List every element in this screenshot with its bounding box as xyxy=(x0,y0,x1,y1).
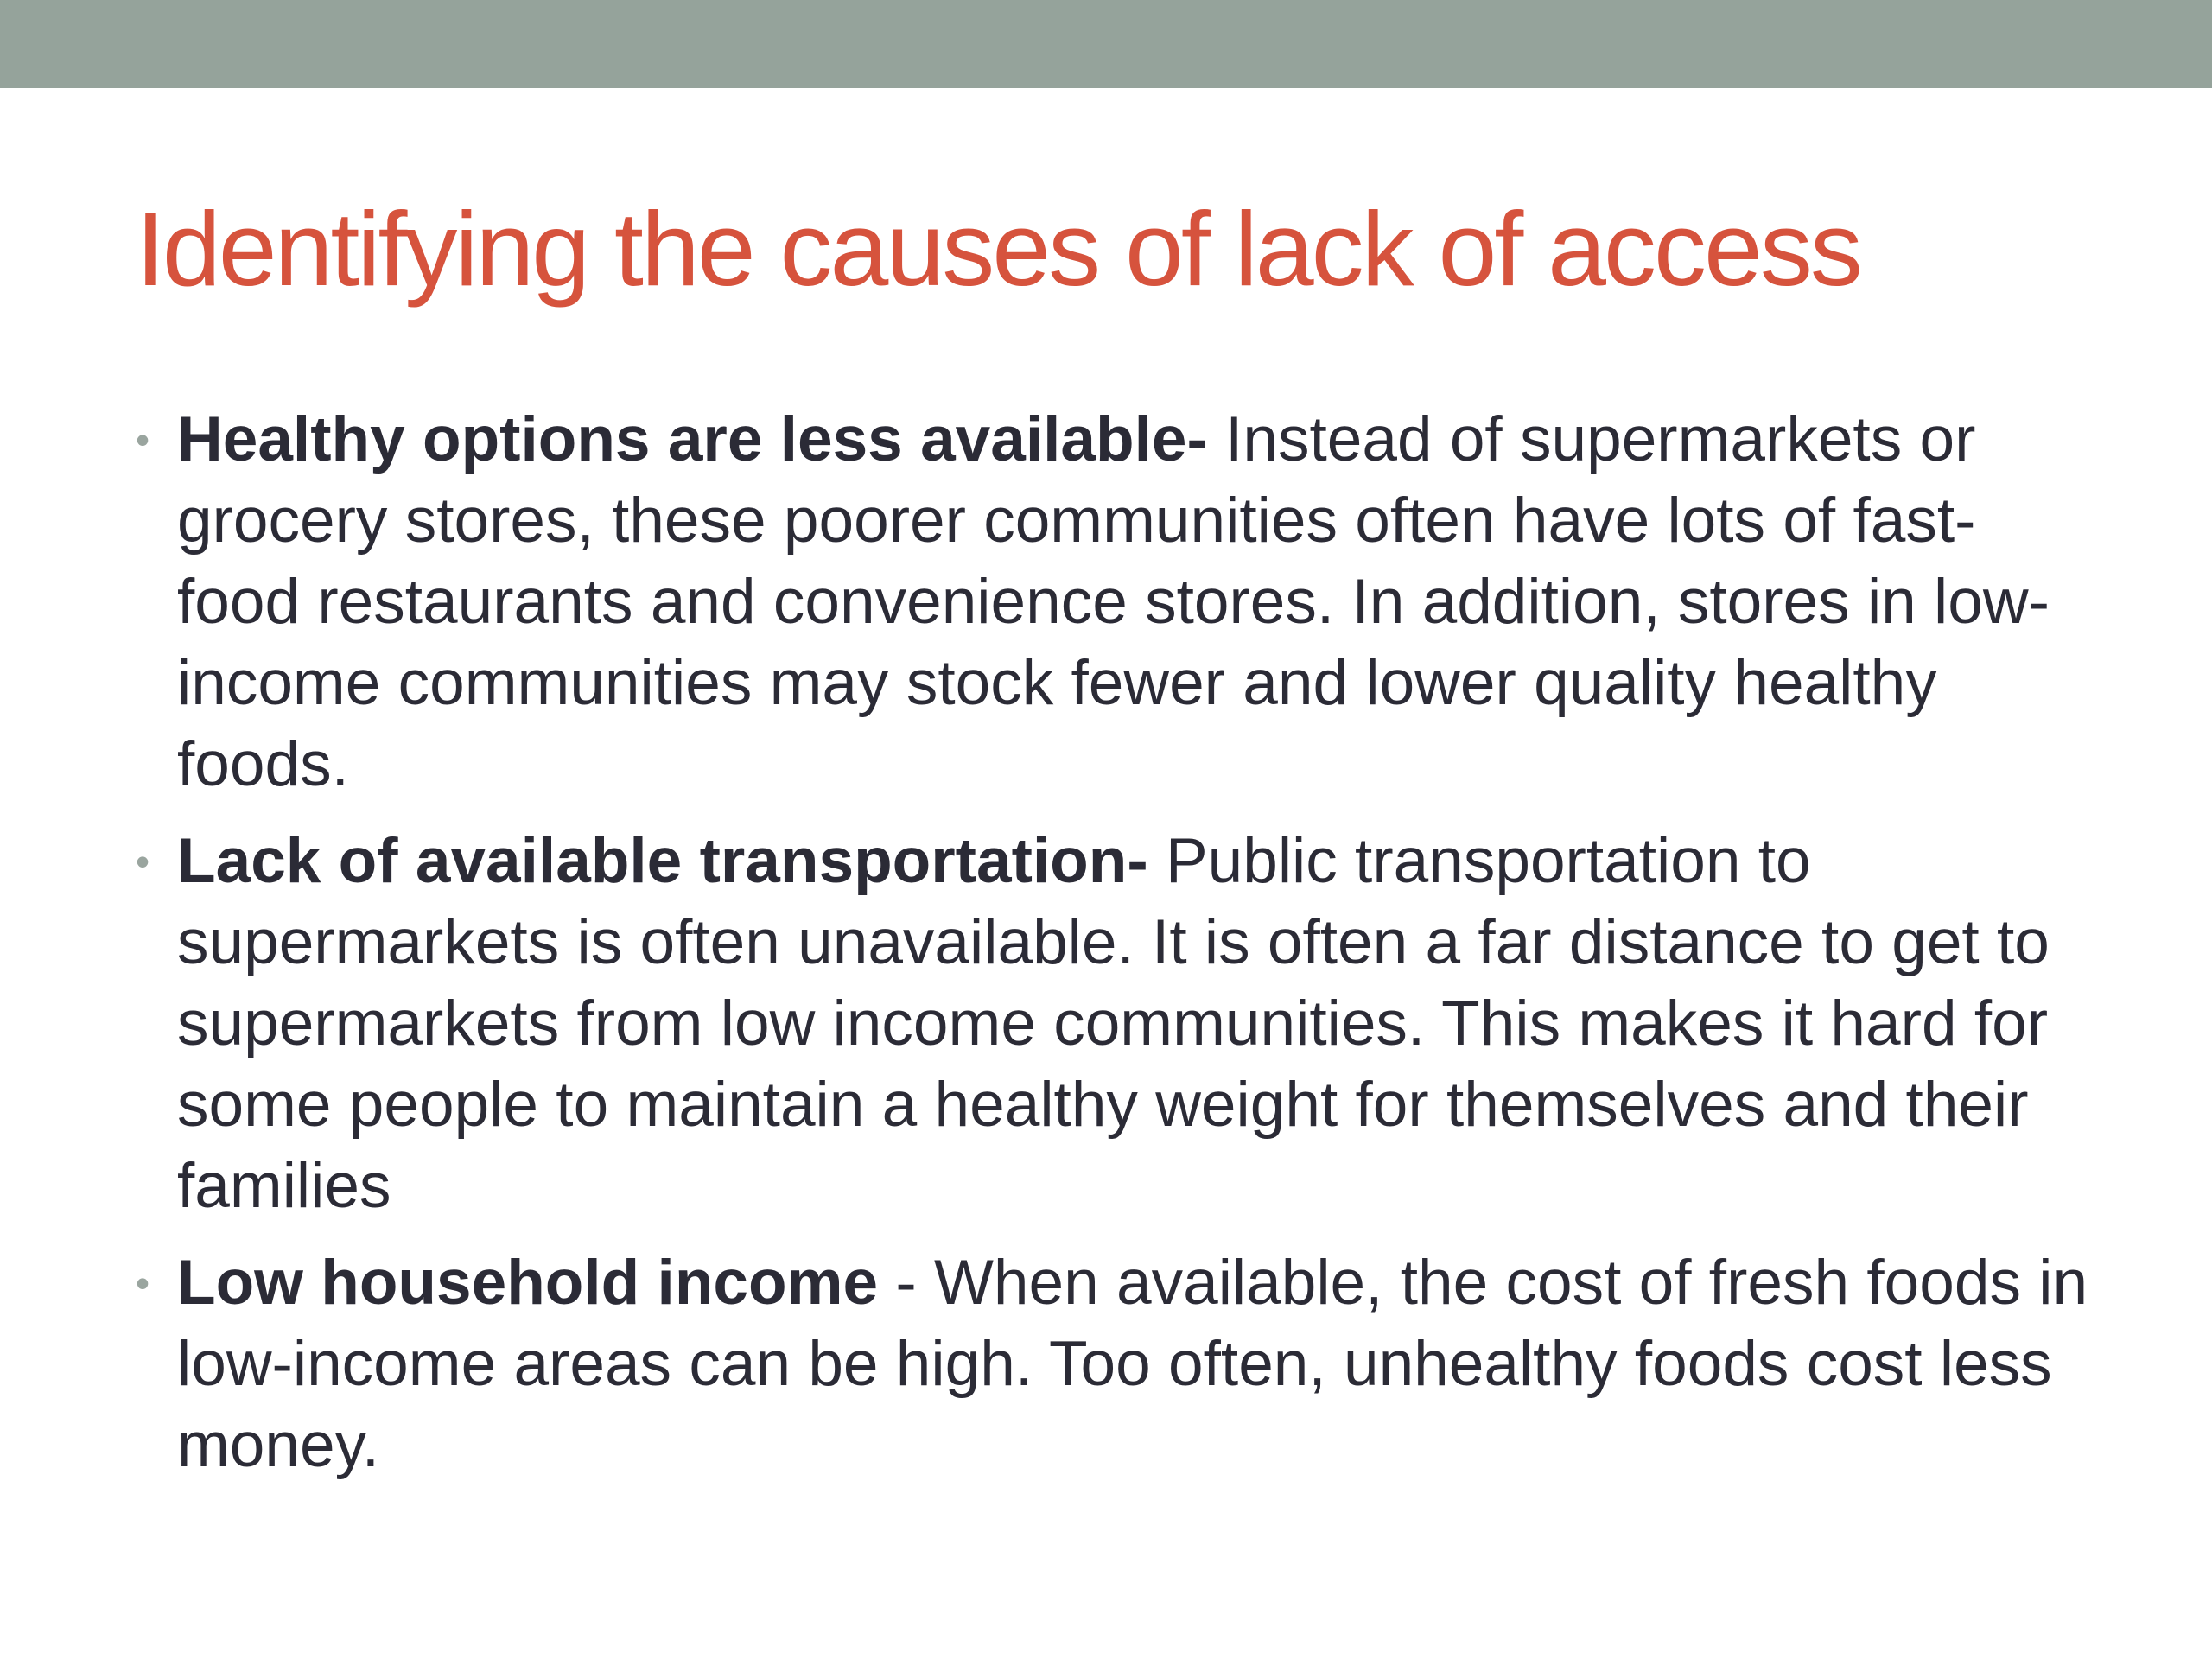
bullet-marker-icon: • xyxy=(136,839,150,884)
bullet-marker-icon: • xyxy=(136,417,150,462)
bullet-marker-icon: • xyxy=(136,1261,150,1306)
bullet-heading: Healthy options are less available- xyxy=(177,404,1208,474)
bullet-heading: Lack of available transportation- xyxy=(177,826,1148,896)
bullet-item-healthy-options xyxy=(136,399,2097,805)
bullet-item-transportation xyxy=(136,821,2097,1227)
bullet-text: Instead of supermarkets or grocery stores, these poorer communities often have lots of fast-food restaurants and convenience stores. In addition, stores in low-income communities may stock fewer and lower quality healthy foods. xyxy=(177,404,2050,799)
bullet-list xyxy=(136,399,2097,1502)
slide-title: Identifying the causes of lack of access xyxy=(136,190,1860,308)
bullet-text: Public transportation to supermarkets is often unavailable. It is often a far distance to get to supermarkets from low income communities. This makes it hard for some people to maintain a healthy weight for themselves and their families xyxy=(177,826,2050,1221)
top-accent-band xyxy=(0,0,2212,88)
bullet-heading: Low household income xyxy=(177,1248,879,1318)
bullet-item-low-income xyxy=(136,1243,2097,1486)
bullet-text: - When available, the cost of fresh foods in low-income areas can be high. Too often, unhealthy foods cost less money. xyxy=(177,1248,2088,1480)
